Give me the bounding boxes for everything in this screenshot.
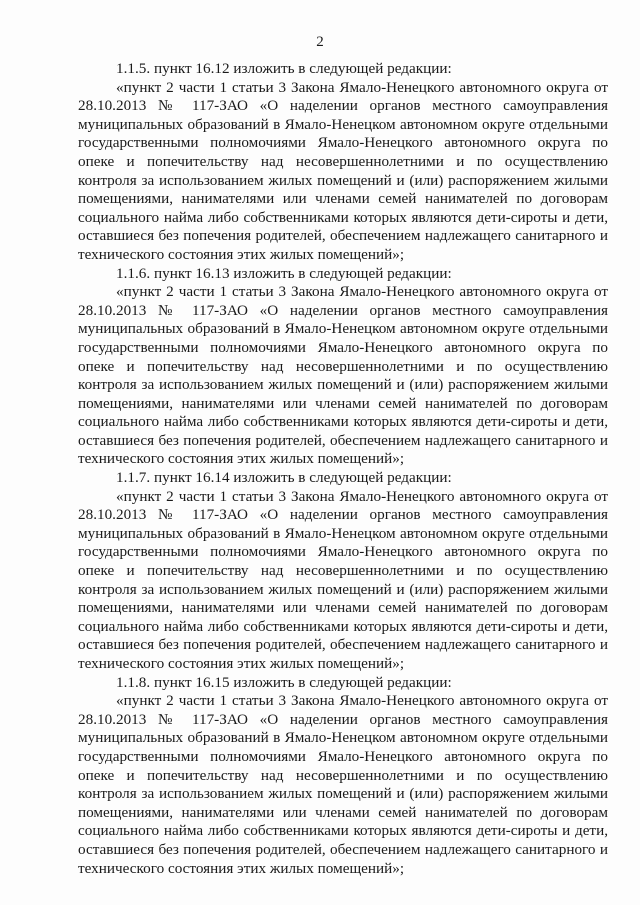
- item-heading: 1.1.6. пункт 16.13 изложить в следующей редакции:: [116, 264, 452, 282]
- item-text: «пункт 2 части 1 статьи 3 Закона Ямало-Ненецкого автономного округа от 28.10.2013 № 117-ЗАО «О наделении органов местного самоуправления муниципальных образований в Ямало-Ненецком автономном округе отдельными государственными полномочиями Ямало-Ненецкого автономного округа по опеке и попечительству над несовершеннолетними и по осуществлению контроля за использованием жилых помещений и (или) распоряжением жилыми помещениями, нанимателями или членами семей нанимателей по договорам социального найма либо собственниками которых являются дети-сироты и дети, оставшиеся без попечения родителей, обеспечением надлежащего санитарного и технического состояния этих жилых помещений»;: [78, 78, 608, 263]
- item-heading: 1.1.5. пункт 16.12 изложить в следующей редакции:: [116, 60, 452, 77]
- item-text: «пункт 2 части 1 статьи 3 Закона Ямало-Ненецкого автономного округа от 28.10.2013 № 117-ЗАО «О наделении органов местного самоуправления муниципальных образований в Ямало-Ненецком автономном округе отдельными государственными полномочиями Ямало-Ненецкого автономного округа по опеке и попечительству над несовершеннолетними и по осуществлению контроля за использованием жилых помещений и (или) распоряжением жилыми помещениями, нанимателями или членами семей нанимателей по договорам социального найма либо собственниками которых являются дети-сироты и дети, оставшиеся без попечения родителей, обеспечением надлежащего санитарного и технического состояния этих жилых помещений»;: [78, 692, 608, 877]
- item-text: «пункт 2 части 1 статьи 3 Закона Ямало-Ненецкого автономного округа от 28.10.2013 № 117-ЗАО «О наделении органов местного самоуправления муниципальных образований в Ямало-Ненецком автономном округе отдельными государственными полномочиями Ямало-Ненецкого автономного округа по опеке и попечительству над несовершеннолетними и по осуществлению контроля за использованием жилых помещений и (или) распоряжением жилыми помещениями, нанимателями или членами семей нанимателей по договорам социального найма либо собственниками которых являются дети-сироты и дети, оставшиеся без попечения родителей, обеспечением надлежащего санитарного и технического состояния этих жилых помещений»;: [78, 487, 608, 672]
- item-heading: 1.1.8. пункт 16.15 изложить в следующей редакции:: [116, 673, 452, 691]
- document-body: [78, 60, 608, 878]
- item-text: «пункт 2 части 1 статьи 3 Закона Ямало-Ненецкого автономного округа от 28.10.2013 № 117-ЗАО «О наделении органов местного самоуправления муниципальных образований в Ямало-Ненецком автономном округе отдельными государственными полномочиями Ямало-Ненецкого автономного округа по опеке и попечительству над несовершеннолетними и по осуществлению контроля за использованием жилых помещений и (или) распоряжением жилыми помещениями, нанимателями или членами семей нанимателей по договорам социального найма либо собственниками которых являются дети-сироты и дети, оставшиеся без попечения родителей, обеспечением надлежащего санитарного и технического состояния этих жилых помещений»;: [78, 283, 608, 468]
- item-heading: 1.1.7. пункт 16.14 изложить в следующей редакции:: [116, 469, 452, 487]
- page-number: 2: [316, 34, 324, 50]
